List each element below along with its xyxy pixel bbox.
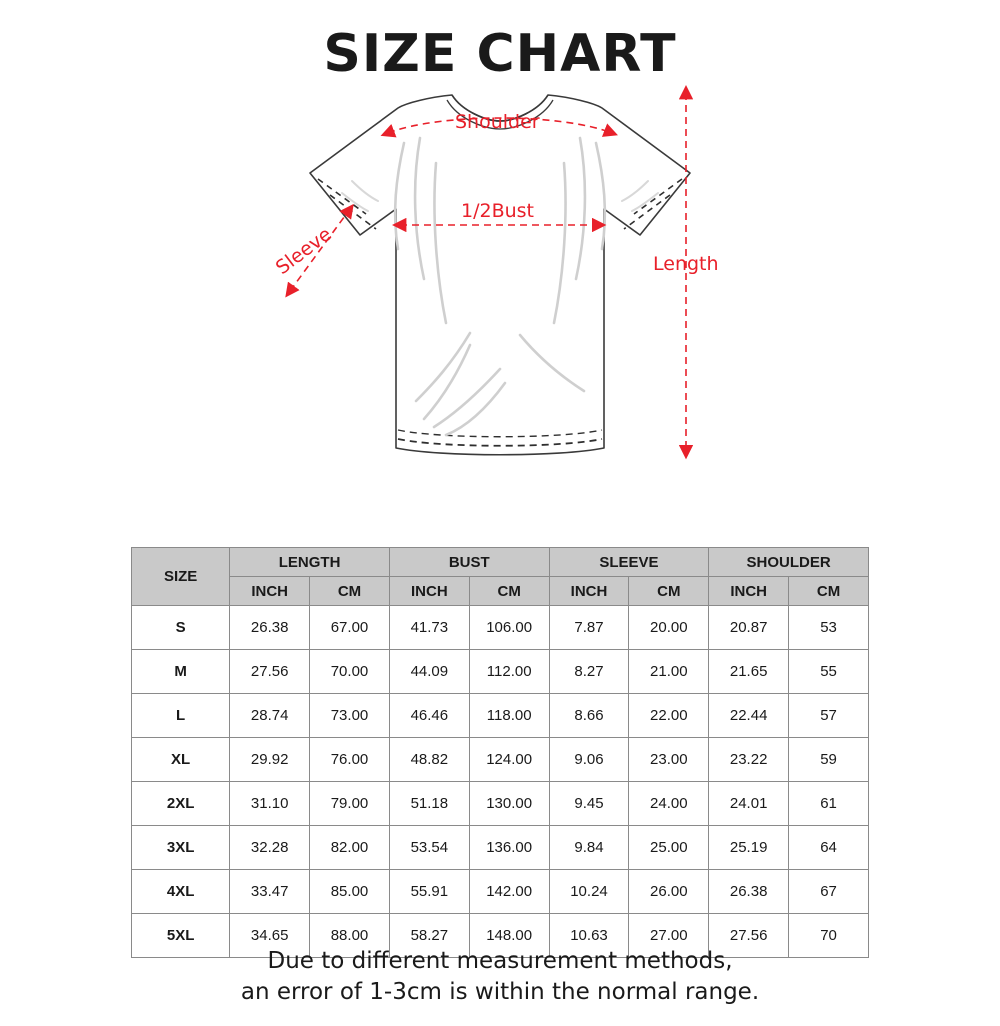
cell-length-cm: 85.00: [310, 870, 390, 914]
table-row: [132, 694, 869, 738]
cell-bust-cm: 148.00: [469, 914, 549, 958]
cell-sleeve-cm: 26.00: [629, 870, 709, 914]
header-shoulder: SHOULDER: [709, 548, 869, 577]
cell-length-cm: 76.00: [310, 738, 390, 782]
cell-shoulder-inch: 21.65: [709, 650, 789, 694]
table-row: [132, 782, 869, 826]
cell-length-cm: 70.00: [310, 650, 390, 694]
table-row: [132, 650, 869, 694]
cell-bust-inch: 53.54: [389, 826, 469, 870]
cell-shoulder-cm: 59: [789, 738, 869, 782]
cell-sleeve-inch: 7.87: [549, 606, 629, 650]
cell-length-inch: 26.38: [230, 606, 310, 650]
cell-sleeve-inch: 10.24: [549, 870, 629, 914]
cell-bust-cm: 106.00: [469, 606, 549, 650]
length-label: Length: [653, 253, 719, 276]
cell-shoulder-inch: 20.87: [709, 606, 789, 650]
cell-sleeve-cm: 21.00: [629, 650, 709, 694]
table-row: [132, 738, 869, 782]
cell-length-inch: 32.28: [230, 826, 310, 870]
header-size: SIZE: [132, 548, 230, 606]
shoulder-label: Shoulder: [455, 111, 540, 134]
cell-shoulder-inch: 25.19: [709, 826, 789, 870]
header-length-inch: INCH: [230, 577, 310, 606]
cell-length-inch: 33.47: [230, 870, 310, 914]
cell-shoulder-inch: 24.01: [709, 782, 789, 826]
table-row: [132, 870, 869, 914]
disclaimer-line-2: an error of 1-3cm is within the normal range.: [240, 979, 760, 1006]
cell-length-inch: 34.65: [230, 914, 310, 958]
cell-length-cm: 67.00: [310, 606, 390, 650]
cell-bust-inch: 46.46: [389, 694, 469, 738]
cell-length-inch: 27.56: [230, 650, 310, 694]
row-size: XL: [132, 738, 230, 782]
cell-sleeve-inch: 9.06: [549, 738, 629, 782]
tshirt-measurement-diagram: [0, 83, 1000, 483]
tshirt-shape: [310, 95, 690, 455]
cell-bust-cm: 142.00: [469, 870, 549, 914]
cell-shoulder-cm: 67: [789, 870, 869, 914]
cell-length-cm: 79.00: [310, 782, 390, 826]
cell-length-inch: 28.74: [230, 694, 310, 738]
cell-sleeve-inch: 9.84: [549, 826, 629, 870]
cell-shoulder-inch: 22.44: [709, 694, 789, 738]
cell-bust-cm: 124.00: [469, 738, 549, 782]
cell-length-cm: 82.00: [310, 826, 390, 870]
header-length-cm: CM: [310, 577, 390, 606]
cell-shoulder-cm: 70: [789, 914, 869, 958]
page-title: SIZE CHART: [323, 24, 677, 84]
header-shoulder-inch: INCH: [709, 577, 789, 606]
cell-shoulder-cm: 64: [789, 826, 869, 870]
cell-shoulder-cm: 53: [789, 606, 869, 650]
row-size: M: [132, 650, 230, 694]
cell-length-inch: 29.92: [230, 738, 310, 782]
cell-sleeve-inch: 8.27: [549, 650, 629, 694]
row-size: S: [132, 606, 230, 650]
header-bust-inch: INCH: [389, 577, 469, 606]
cell-sleeve-cm: 23.00: [629, 738, 709, 782]
cell-shoulder-cm: 55: [789, 650, 869, 694]
header-bust-cm: CM: [469, 577, 549, 606]
header-length: LENGTH: [230, 548, 390, 577]
size-table: [131, 547, 869, 958]
cell-bust-inch: 41.73: [389, 606, 469, 650]
cell-sleeve-inch: 9.45: [549, 782, 629, 826]
table-row: [132, 606, 869, 650]
cell-bust-cm: 136.00: [469, 826, 549, 870]
cell-bust-inch: 48.82: [389, 738, 469, 782]
header-sleeve: SLEEVE: [549, 548, 709, 577]
cell-sleeve-cm: 25.00: [629, 826, 709, 870]
cell-sleeve-cm: 24.00: [629, 782, 709, 826]
cell-sleeve-inch: 10.63: [549, 914, 629, 958]
size-table-container: [131, 547, 869, 958]
table-unit-header-row: [132, 577, 869, 606]
row-size: 2XL: [132, 782, 230, 826]
cell-bust-cm: 130.00: [469, 782, 549, 826]
cell-shoulder-inch: 23.22: [709, 738, 789, 782]
cell-sleeve-inch: 8.66: [549, 694, 629, 738]
header-shoulder-cm: CM: [789, 577, 869, 606]
measurement-disclaimer: [0, 946, 1000, 1008]
cell-length-cm: 88.00: [310, 914, 390, 958]
cell-length-inch: 31.10: [230, 782, 310, 826]
table-row: [132, 826, 869, 870]
table-group-header-row: [132, 548, 869, 577]
cell-shoulder-cm: 57: [789, 694, 869, 738]
cell-sleeve-cm: 22.00: [629, 694, 709, 738]
cell-bust-inch: 55.91: [389, 870, 469, 914]
cell-bust-inch: 58.27: [389, 914, 469, 958]
cell-bust-inch: 51.18: [389, 782, 469, 826]
cell-length-cm: 73.00: [310, 694, 390, 738]
cell-shoulder-cm: 61: [789, 782, 869, 826]
header-sleeve-cm: CM: [629, 577, 709, 606]
cell-bust-inch: 44.09: [389, 650, 469, 694]
cell-sleeve-cm: 20.00: [629, 606, 709, 650]
disclaimer-line-1: Due to different measurement methods,: [267, 948, 733, 974]
cell-sleeve-cm: 27.00: [629, 914, 709, 958]
half-bust-label: 1/2Bust: [461, 200, 535, 223]
cell-shoulder-inch: 26.38: [709, 870, 789, 914]
cell-shoulder-inch: 27.56: [709, 914, 789, 958]
header-bust: BUST: [389, 548, 549, 577]
row-size: L: [132, 694, 230, 738]
cell-bust-cm: 112.00: [469, 650, 549, 694]
row-size: 5XL: [132, 914, 230, 958]
header-sleeve-inch: INCH: [549, 577, 629, 606]
row-size: 4XL: [132, 870, 230, 914]
cell-bust-cm: 118.00: [469, 694, 549, 738]
sleeve-label: Sleeve: [271, 223, 336, 280]
row-size: 3XL: [132, 826, 230, 870]
